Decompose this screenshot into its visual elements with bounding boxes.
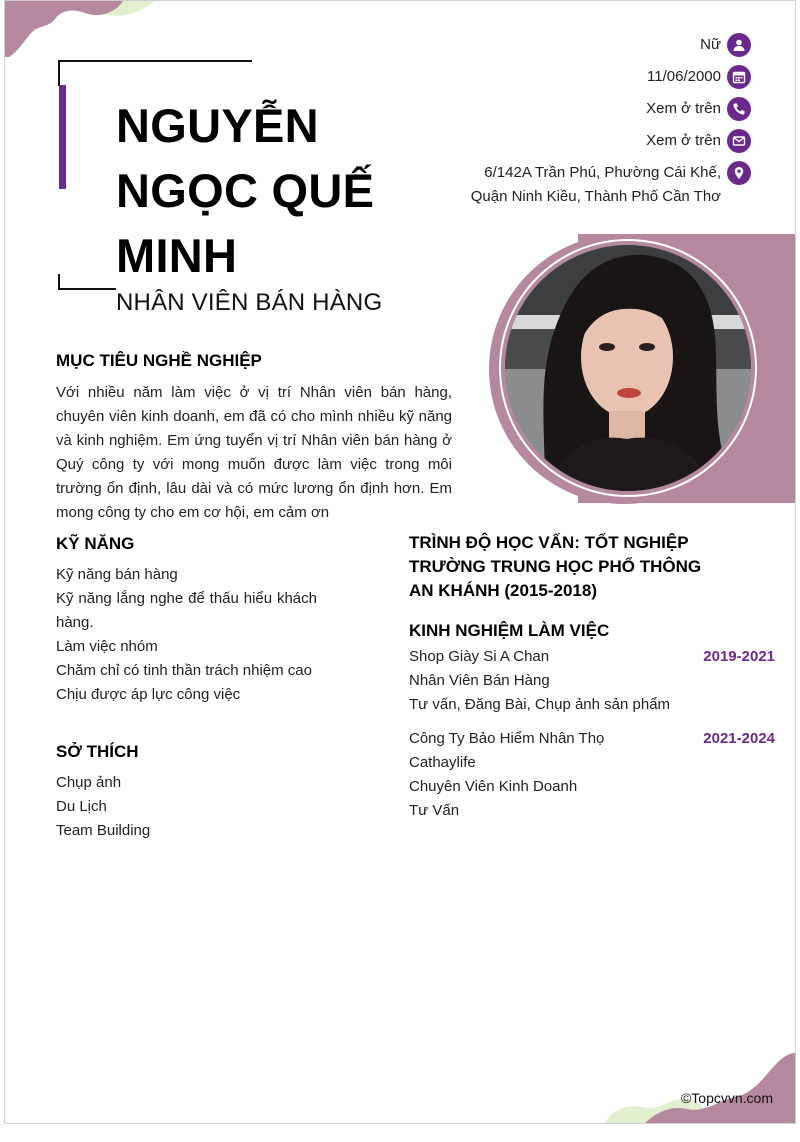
address-text: 6/142A Trần Phú, Phường Cái Khế, Quận Ninh Kiều, Thành Phố Cần Thơ <box>470 164 721 205</box>
contact-row-address <box>391 161 751 209</box>
phone-icon <box>727 97 751 121</box>
list-item: Chăm chỉ có tinh thần trách nhiệm cao <box>56 662 312 679</box>
list-item: Team Building <box>56 822 151 839</box>
footer-watermark: ©Topcvvn.com <box>680 1090 773 1106</box>
list-item: Kỹ năng lắng nghe để thấu hiểu khách hàng. <box>56 590 317 631</box>
gender-text: Nữ <box>700 36 721 53</box>
list-item: Du Lịch <box>56 798 107 815</box>
experience-years: 2021-2024 <box>703 730 775 747</box>
experience-years: 2019-2021 <box>703 648 775 665</box>
name-frame-bottom-line <box>58 288 116 290</box>
objective-title: MỤC TIÊU NGHỀ NGHIỆP <box>56 351 262 370</box>
user-icon <box>727 33 751 57</box>
decorative-blob-bottom <box>605 1053 795 1123</box>
decorative-blob-top <box>5 1 165 61</box>
objective-text: Với nhiều năm làm việc ở vị trí Nhân viên bán hàng, chuyên viên kinh doanh, em đã có cho mình nhiều kỹ năng và kinh nghiệm. Em ứng tuyển vị trí Nhân viên bán hàng ở Quý công ty với mong muốn được làm việc trong môi trường ổn định, lâu dài và có mức lương ổn định hơn. Em mong công ty cho em cơ hội, em cảm ơn <box>56 384 452 521</box>
experience-company: Shop Giày Si A Chan <box>409 648 550 665</box>
experience-details: Tư Vấn <box>409 802 460 819</box>
profile-photo <box>505 245 751 491</box>
skills-title: KỸ NĂNG <box>56 534 135 553</box>
list-item: Kỹ năng bán hàng <box>56 566 178 583</box>
birthday-text: 11/06/2000 <box>647 68 721 85</box>
contact-row-gender <box>391 33 751 57</box>
email-text: Xem ở trên <box>646 132 721 149</box>
experience-details: Tư vấn, Đăng Bài, Chụp ảnh sản phẩm <box>409 696 671 713</box>
contact-row-email <box>391 129 751 153</box>
experience-role: Chuyên Viên Kinh Doanh <box>409 778 578 795</box>
phone-text: Xem ở trên <box>646 100 721 117</box>
experience-company: Công Ty Bảo Hiểm Nhân Thọ Cathaylife <box>409 730 605 771</box>
experience-role: Nhân Viên Bán Hàng <box>409 672 550 689</box>
job-title: NHÂN VIÊN BÁN HÀNG <box>116 289 383 316</box>
candidate-name: NGUYỄN NGỌC QUẾ MINH <box>116 99 375 282</box>
hobbies-list <box>56 771 317 843</box>
name-frame-top-line <box>58 60 252 62</box>
email-icon <box>727 129 751 153</box>
hobbies-title: SỞ THÍCH <box>56 742 139 761</box>
resume-page <box>4 0 796 1124</box>
list-item: Làm việc nhóm <box>56 638 158 655</box>
contact-row-phone <box>391 97 751 121</box>
location-icon <box>727 161 751 185</box>
education-title: TRÌNH ĐỘ HỌC VẤN: TỐT NGHIỆP TRƯỜNG TRUNG HỌC PHỔ THÔNG AN KHÁNH (2015-2018) <box>409 533 702 600</box>
experience-title: KINH NGHIỆM LÀM VIỆC <box>409 621 610 640</box>
calendar-icon <box>727 65 751 89</box>
skills-list <box>56 563 317 707</box>
list-item: Chịu được áp lực công việc <box>56 686 241 703</box>
experience-entry-2 <box>409 727 775 823</box>
name-accent-bar <box>59 85 66 189</box>
name-frame-left-line <box>58 60 60 86</box>
experience-entry-1 <box>409 645 775 717</box>
list-item: Chụp ảnh <box>56 774 122 791</box>
contact-row-birthday <box>391 65 751 89</box>
contact-info <box>391 33 751 217</box>
